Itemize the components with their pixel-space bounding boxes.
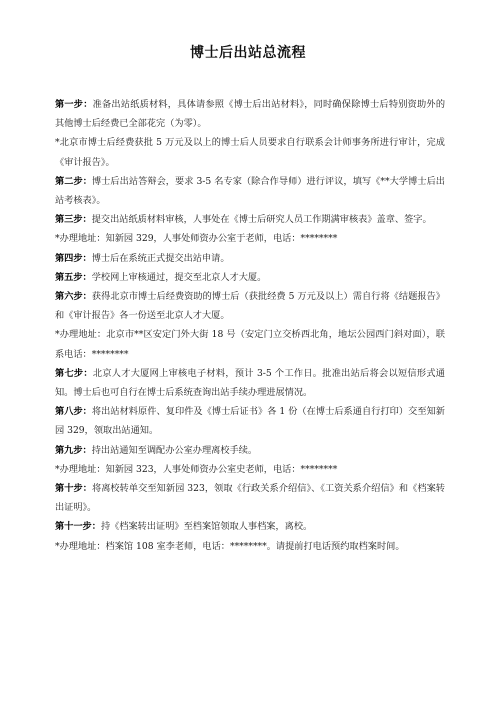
step-4-text: 博士后在系统正式提交出站申请。 <box>91 252 230 264</box>
step-5-paragraph <box>55 268 445 287</box>
step-3-paragraph <box>55 210 445 229</box>
step-3-label: 第三步： <box>55 214 92 226</box>
step-10-label: 第十步： <box>55 483 92 495</box>
step-5-label: 第五步： <box>55 271 92 283</box>
step-11-paragraph <box>55 517 445 536</box>
step-1-paragraph <box>55 95 445 133</box>
step-10-text: 将离校转单交至知新园 323，领取《行政关系介绍信》、《工资关系介绍信》和《档案转出证明》。 <box>55 483 445 514</box>
step-9-paragraph <box>55 441 445 460</box>
step-6-label: 第六步： <box>55 291 92 303</box>
address-note-4-text: *办理地址：档案馆 108 室李老师，电话：********。请提前打电话预约取档案时间。 <box>55 540 405 552</box>
step-9-label: 第九步： <box>55 444 92 456</box>
address-note-2 <box>55 325 445 363</box>
step-8-label: 第八步： <box>55 406 92 418</box>
address-note-3 <box>55 460 445 479</box>
step-11-label: 第十一步： <box>55 521 101 533</box>
document-title: 博士后出站总流程 <box>190 45 306 61</box>
step-6-text: 获得北京市博士后经费资助的博士后（获批经费 5 万元及以上）需自行将《结题报告》和《审计报告》各一份送至北京人才大厦。 <box>55 291 445 322</box>
step-1-text: 准备出站纸质材料，具体请参照《博士后出站材料》，同时确保除博士后特别资助外的其他博士后经费已全部花完（为零）。 <box>55 99 446 130</box>
address-note-1-text: *办理地址：知新园 329，人事处师资办公室于老师，电话：******** <box>55 233 338 245</box>
step-4-paragraph <box>55 249 445 268</box>
step-6-paragraph <box>55 287 445 325</box>
step-10-paragraph <box>55 479 445 517</box>
document-body <box>55 95 445 556</box>
step-2-text: 博士后出站答辩会，要求 3-5 名专家（除合作导师）进行评议，填写《**大学博士后出站考核表》。 <box>55 175 445 207</box>
step-7-label: 第七步： <box>55 367 93 379</box>
step-8-paragraph <box>55 402 445 440</box>
step-11-text: 持《档案转出证明》至档案馆领取人事档案，离校。 <box>100 521 313 533</box>
address-note-4 <box>55 537 445 556</box>
step-2-label: 第二步： <box>55 175 92 187</box>
audit-note-text: *北京市博士后经费获批 5 万元及以上的博士后人员要求自行联系会计师事务所进行审计，完成《审计报告》。 <box>55 137 445 168</box>
step-2-paragraph <box>55 172 445 210</box>
step-3-text: 提交出站纸质材料审核，人事处在《博士后研究人员工作期满审核表》盖章、签字。 <box>91 214 432 226</box>
step-1-label: 第一步： <box>55 99 93 110</box>
step-8-text: 将出站材料原件、复印件及《博士后证书》各 1 份（在博士后系通自行打印）交至知新园 329，领取出站通知。 <box>55 406 445 437</box>
step-5-text: 学校网上审核通过，提交至北京人才大厦。 <box>91 271 267 283</box>
audit-note <box>55 133 445 171</box>
address-note-3-text: *办理地址：知新园 323，人事处师资办公室史老师，电话：******** <box>55 463 338 475</box>
address-note-2-text: *办理地址：北京市**区安定门外大街 18 号（安定门立交桥西北角，地坛公园西门斜对面），联系电话：******** <box>55 329 445 360</box>
step-4-label: 第四步： <box>55 252 92 264</box>
step-7-text: 北京人才大厦网上审核电子材料，预计 3-5 个工作日。批准出站后将会以短信形式通知。博士后也可自行在博士后系统查询出站手续办理进展情况。 <box>55 367 445 399</box>
step-7-paragraph <box>55 364 445 402</box>
step-9-text: 持出站通知至调配办公室办理离校手续。 <box>91 444 258 456</box>
address-note-1 <box>55 229 445 248</box>
